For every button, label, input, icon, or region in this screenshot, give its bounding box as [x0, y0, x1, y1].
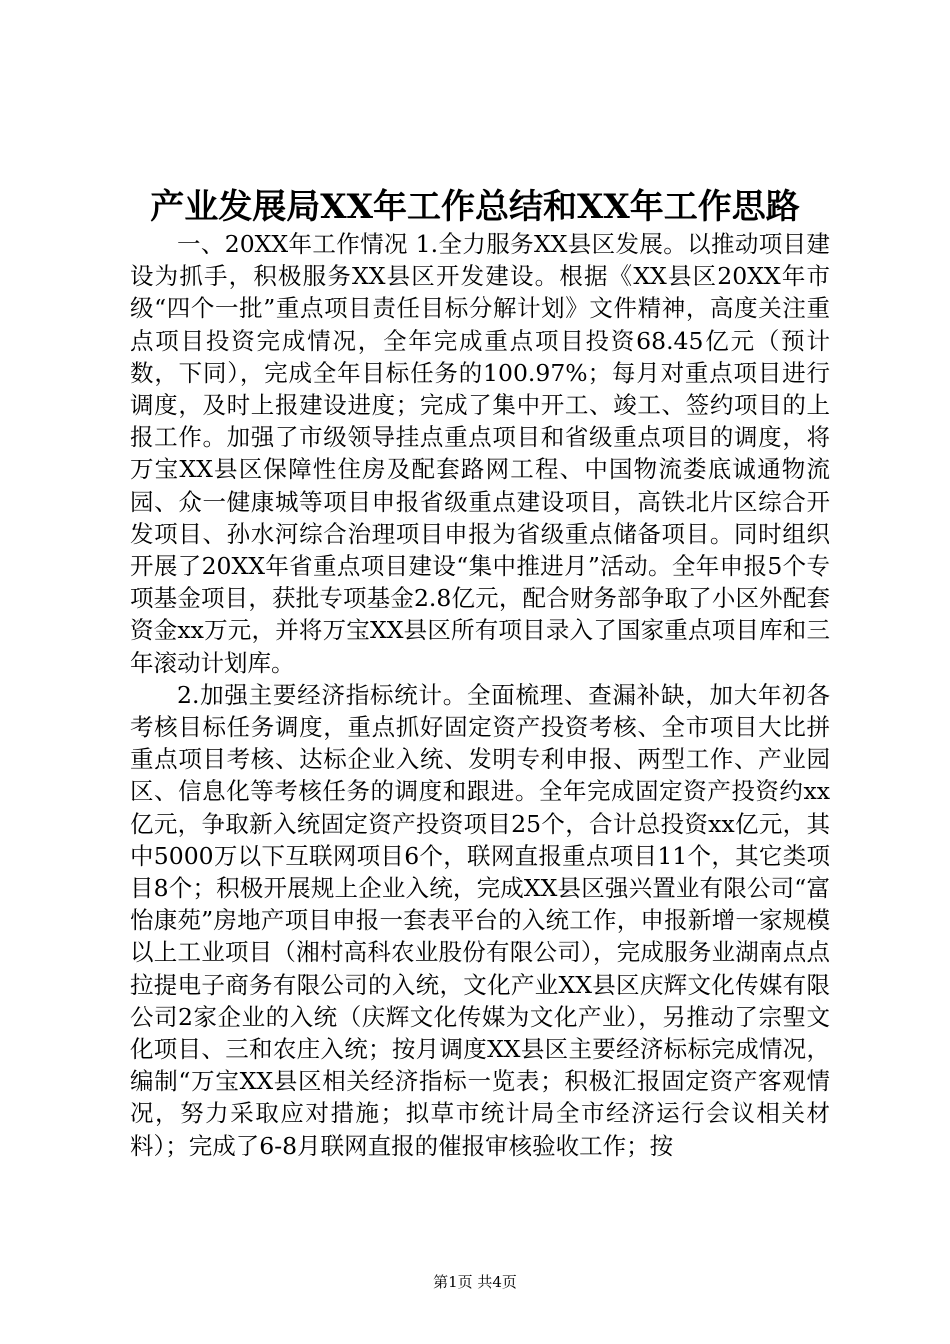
document-body: [130, 228, 830, 1162]
document-title: 产业发展局XX年工作总结和XX年工作思路: [150, 187, 800, 227]
body-paragraph-1: 一、20XX年工作情况 1.全力服务XX县区发展。以推动项目建设为抓手，积极服务XX县区开发建设。根据《XX县区20XX年市级“四个一批”重点项目责任目标分解计划》文件精神，高度关注重点项目投资完成情况，全年完成重点项目投资68.45亿元（预计数，下同），完成全年目标任务的100.97%；每月对重点项目进行调度，及时上报建设进度；完成了集中开工、竣工、签约项目的上报工作。加强了市级领导挂点重点项目和省级重点项目的调度，将万宝XX县区保障性住房及配套路网工程、中国物流娄底诚通物流园、众一健康城等项目申报省级重点建设项目，高铁北片区综合开发项目、孙水河综合治理项目申报为省级重点储备项目。同时组织开展了20XX年省重点项目建设“集中推进月”活动。全年申报5个专项基金项目，获批专项基金2.8亿元，配合财务部争取了小区外配套资金xx万元，并将万宝XX县区所有项目录入了国家重点项目库和三年滚动计划库。: [130, 230, 830, 677]
page-footer: 第1页 共4页: [433, 1273, 517, 1291]
body-paragraph-2: 2.加强主要经济指标统计。全面梳理、查漏补缺，加大年初各考核目标任务调度，重点抓好固定资产投资考核、全市项目大比拼重点项目考核、达标企业入统、发明专利申报、两型工作、产业园区、信息化等考核任务的调度和跟进。全年完成固定资产投资约xx亿元，争取新入统固定资产投资项目25个，合计总投资xx亿元，其中5000万以下互联网项目6个，联网直报重点项目11个，其它类项目8个；积极开展规上企业入统，完成XX县区强兴置业有限公司“富怡康苑”房地产项目申报一套表平台的入统工作，申报新增一家规模以上工业项目（湘村高科农业股份有限公司），完成服务业湖南点点拉提电子商务有限公司的入统，文化产业XX县区庆辉文化传媒有限公司2家企业的入统（庆辉文化传媒为文化产业），另推动了宗聖文化项目、三和农庄入统；按月调度XX县区主要经济标标完成情况，编制“万宝XX县区相关经济指标一览表；积极汇报固定资产客观情况，努力采取应对措施；拟草市统计局全市经济运行会议相关材料）；完成了6-8月联网直报的催报审核验收工作；按: [130, 680, 830, 1160]
